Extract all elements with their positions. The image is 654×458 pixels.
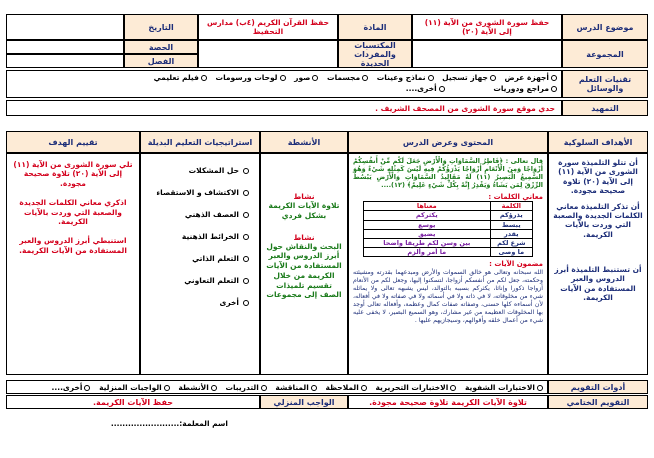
homework-value: حفظ الآيات الكريمة. xyxy=(6,395,260,409)
evaluation-item: اذكري معاني الكلمات الجديدة والصعبة التي وردت بالآيات الكريمة. xyxy=(19,198,127,226)
checkbox-icon xyxy=(551,75,557,81)
tool-option[interactable]: لوحات ورسومات xyxy=(216,73,286,82)
implications-text: الله سبحانه وتعالى هو خالق السموات والأرض ومبدعهما بقدرته ومشيئته وحكمته، جعل لكم من أنفسكم أزواجا، لتسكنوا إليها، وجعل لكم من الأنعام أزواجا ذكورا وإناثا، يكثركم بسببه بالتوالد، ليس يشبهه تعالى ولا يماثله شيء من مخلوقاته، لا في ذاته ولا في أسمائه ولا في صفاته ولا في أفعاله، لأن أسماءه كلها حسنى، وصفاته صفات كمال وعظمة، وأفعاله تعالى أوجد بها المخلوقات العظيمة من غير مشارك، وهو السميع البصير، لا يخفى عليه شيء من أعمال خلقه وأقوالهم، وسيجازيهم عليها . xyxy=(353,268,543,325)
objective-item: أن تستنبط التلميذة أبرز الدروس والعبر المستفادة من الآيات الكريمة. xyxy=(554,265,642,303)
checkbox-icon xyxy=(84,385,90,391)
tools-options xyxy=(6,70,562,98)
activity-title: نشاط xyxy=(293,232,315,242)
meaning-definition: يضيق xyxy=(364,229,491,238)
col-objectives: الأهداف السلوكية xyxy=(548,131,648,153)
group-label: المجموعة xyxy=(562,40,648,68)
gains-label: المكتسبات والمفردات الجديدة xyxy=(338,40,412,68)
checkbox-icon xyxy=(312,75,318,81)
checkbox-icon xyxy=(243,190,249,196)
checkbox-icon xyxy=(439,86,445,92)
checkbox-icon xyxy=(280,75,286,81)
assessment-options xyxy=(6,380,548,394)
topic-value: حفظ سورة الشورى من الآية (١١) إلى الآية (٢٠) xyxy=(412,14,562,40)
subject-label: المادة xyxy=(338,14,412,40)
meaning-row xyxy=(364,211,533,220)
checkbox-icon xyxy=(243,278,249,284)
meaning-row xyxy=(364,247,533,256)
meaning-word: ما وصى xyxy=(490,247,532,256)
meaning-row xyxy=(364,220,533,229)
col-activities: الأنشطة xyxy=(260,131,348,153)
objective-item: أن تذكر التلميذة معاني الكلمات الجديدة والصعبة التي وردت بالآيات الكريمة. xyxy=(553,201,643,239)
checkbox-icon xyxy=(537,385,543,391)
tool-option[interactable]: جهاز تسجيل xyxy=(442,73,496,82)
topic-label: موضوع الدرس xyxy=(562,14,648,40)
period-label: الحصة xyxy=(124,40,198,54)
assessment-option[interactable]: الملاحظة xyxy=(325,383,366,392)
activity-title: نشاط xyxy=(293,192,315,201)
checkbox-icon xyxy=(450,385,456,391)
meanings-title: معاني الكلمات : xyxy=(488,192,543,201)
tool-option[interactable]: مجسمات xyxy=(327,73,368,82)
checkbox-icon xyxy=(311,385,317,391)
strategy-option[interactable]: العصف الذهني xyxy=(145,210,249,219)
date-label: التاريخ xyxy=(124,14,198,40)
homework-label: الواجب المنزلي xyxy=(260,395,348,409)
meaning-word: يذرؤكم xyxy=(490,211,532,220)
checkbox-icon xyxy=(211,385,217,391)
strategy-option[interactable]: التعلم الذاتي xyxy=(145,254,249,263)
strategies-cell xyxy=(140,153,260,375)
activity-text: تلاوة الآيات الكريمة بشكل فردي xyxy=(268,201,340,220)
meaning-definition: يوسع xyxy=(364,220,491,229)
checkbox-icon xyxy=(243,212,249,218)
strategy-option[interactable]: حل المشكلات xyxy=(145,166,249,175)
meaning-row xyxy=(364,238,533,247)
col-evaluation: تقييم الهدف xyxy=(6,131,140,153)
strategy-option[interactable]: الاكتشاف و الاستقصاء xyxy=(145,188,249,197)
assessment-option[interactable]: الأنشطة xyxy=(178,383,216,392)
col-strategies: استراتيجيات التعليم البديلة xyxy=(140,131,260,153)
assessment-option[interactable]: التدريبات xyxy=(225,383,266,392)
intro-text: حدي موقع سورة الشورى من المصحف الشريف . xyxy=(6,100,562,116)
period-value[interactable] xyxy=(6,40,124,54)
evaluation-item: تلي سورة الشورى من الآية (١١) إلى الآية (٢٠) تلاوة صحيحة مجودة. xyxy=(13,160,133,188)
objective-item: أن تتلو التلميذة سورة الشورى من الآية (١١) إلى الآية (٢٠) تلاوة صحيحة مجودة. xyxy=(558,158,638,196)
meanings-table xyxy=(363,201,533,257)
meaning-definition: معناها xyxy=(364,202,491,211)
strategy-option[interactable]: التعلم التعاوني xyxy=(145,276,249,285)
checkbox-icon xyxy=(201,75,207,81)
col-content: المحتوى وعرض الدرس xyxy=(348,131,548,153)
tool-option[interactable]: أجهزة عرض xyxy=(504,73,557,82)
checkbox-icon xyxy=(490,75,496,81)
subject-value: حفظ القرآن الكريم (٤ب) مدارس التحفيظ xyxy=(198,14,338,40)
evaluation-cell xyxy=(6,153,140,375)
assessment-option[interactable]: المناقشة xyxy=(275,383,316,392)
meaning-word: الكلمة xyxy=(490,202,532,211)
teacher-name-label: اسم المعلمة:........................ xyxy=(110,419,228,428)
tool-option[interactable]: مراجع ودوريات xyxy=(493,84,557,93)
tool-option[interactable]: صور xyxy=(294,73,318,82)
class-value[interactable] xyxy=(6,54,124,68)
gains-value[interactable] xyxy=(198,40,338,68)
checkbox-icon xyxy=(243,168,249,174)
assessment-option[interactable]: الواجبات المنزلية xyxy=(99,383,170,392)
activity-text: البحث والنقاش حول أبرز الدروس والعبر المستفادة من الآيات الكريمة من خلال تقسيم تلميذات الصف إلى مجموعات xyxy=(266,241,342,300)
assessment-option[interactable]: الاختبارات التحريرية xyxy=(375,383,456,392)
strategy-option[interactable]: أخرى xyxy=(145,298,249,307)
checkbox-icon xyxy=(164,385,170,391)
meaning-row xyxy=(364,229,533,238)
meaning-definition: بين وسن لكم طريقا واضحا xyxy=(364,238,491,247)
meaning-definition: ما أمر وألزم xyxy=(364,247,491,256)
strategy-option[interactable]: الخرائط الذهنية xyxy=(145,232,249,241)
activities-cell xyxy=(260,153,348,375)
meaning-word: يبسط xyxy=(490,220,532,229)
class-label: الفصل xyxy=(124,54,198,68)
tools-label: تقنيات التعلم والوسائل xyxy=(562,70,648,98)
intro-label: التمهيد xyxy=(562,100,648,116)
group-value[interactable] xyxy=(412,40,562,68)
date-value[interactable] xyxy=(6,14,124,40)
tool-option[interactable]: نماذج وعينات xyxy=(377,73,434,82)
checkbox-icon xyxy=(362,75,368,81)
meaning-definition: يكثركم xyxy=(364,211,491,220)
checkbox-icon xyxy=(551,86,557,92)
checkbox-icon xyxy=(243,234,249,240)
meaning-word: يقدر xyxy=(490,229,532,238)
closing-label: التقويم الختامي xyxy=(548,395,648,409)
checkbox-icon xyxy=(243,300,249,306)
tool-option[interactable]: أخرى.... xyxy=(406,84,445,93)
objectives-cell xyxy=(548,153,648,375)
checkbox-icon xyxy=(261,385,267,391)
checkbox-icon xyxy=(361,385,367,391)
evaluation-item: استنبطي أبرز الدروس والعبر المستفادة من الآيات الكريمة. xyxy=(19,236,127,255)
checkbox-icon xyxy=(243,256,249,262)
implications-title: مضمون الآيات : xyxy=(489,260,543,268)
assessment-label: أدوات التقويم xyxy=(548,380,648,394)
meaning-row xyxy=(364,202,533,211)
assessment-option[interactable]: أخرى.... xyxy=(52,383,91,392)
meaning-word: شرع لكم xyxy=(490,238,532,247)
closing-value: تلاوة الآيات الكريمة تلاوة صحيحة مجودة. xyxy=(348,395,548,409)
content-cell xyxy=(348,153,548,375)
verses-text: قال تعالى : ﴿فَاطِرُ السَّمَاوَاتِ وَالْأَرْضِ جَعَلَ لَكُم مِّنْ أَنفُسِكُمْ أَزْوَاجًا وَمِنَ الْأَنْعَامِ أَزْوَاجًا يَذْرَؤُكُمْ فِيهِ لَيْسَ كَمِثْلِهِ شَيْءٌ وَهُوَ السَّمِيعُ الْبَصِيرُ (١١) لَهُ مَقَالِيدُ السَّمَاوَاتِ وَالْأَرْضِ يَبْسُطُ الرِّزْقَ لِمَن يَشَاءُ وَيَقْدِرُ إِنَّهُ بِكُلِّ شَيْءٍ عَلِيمٌ﴾ (١٢).... xyxy=(353,157,543,190)
assessment-option[interactable]: الاختبارات الشفوية xyxy=(465,383,543,392)
tool-option[interactable]: فيلم تعليمي xyxy=(154,73,207,82)
checkbox-icon xyxy=(428,75,434,81)
